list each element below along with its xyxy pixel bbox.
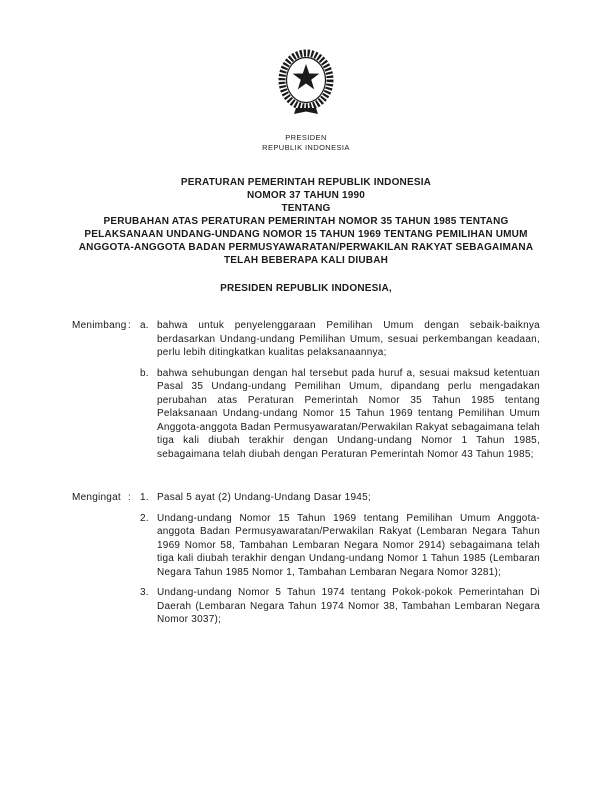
label-separator: : <box>128 492 132 503</box>
agency-line-presiden: PRESIDEN <box>285 133 327 142</box>
title-block <box>72 176 540 295</box>
item-text: Undang-undang Nomor 5 Tahun 1974 tentang Pokok-pokok Pemerintahan Di Daerah (Lembaran Negara Tahun 1974 Nomor 38, Tambahan Lembaran Negara Nomor 3037); <box>157 587 540 625</box>
considerations-item <box>72 367 540 462</box>
section-label-menimbang: Menimbang <box>72 320 127 331</box>
item-text: Undang-undang Nomor 15 Tahun 1969 tentang Pemilihan Umum Anggota-anggota Badan Permusyawaratan/Perwakilan Rakyat (Lembaran Negara Tahun 1969 Nomor 58, Tambahan Lembaran Negara Nomor 2914) sebagaimana telah tiga kali diubah terakhir dengan Undang-undang Nomor 1 Tahun 1985 (Lembaran Negara Tahun 1985 Nomor 1, Tambahan Lembaran Negara Nomor 3281); <box>157 512 540 578</box>
opening-salutation: PRESIDEN REPUBLIK INDONESIA, <box>220 283 392 294</box>
legal-basis-item <box>72 512 540 580</box>
legal-basis-item <box>72 491 540 505</box>
legal-basis-item <box>72 586 540 627</box>
agency-name <box>72 133 540 152</box>
regulation-title: PERATURAN PEMERINTAH REPUBLIK INDONESIA <box>180 177 432 188</box>
item-marker: 1. <box>140 492 149 503</box>
label-separator: : <box>128 320 132 331</box>
item-text: Pasal 5 ayat (2) Undang-Undang Dasar 1945; <box>157 492 371 503</box>
section-label-mengingat: Mengingat <box>72 492 121 503</box>
letterhead <box>72 48 540 152</box>
agency-line-republik: REPUBLIK INDONESIA <box>262 142 350 152</box>
regulation-number: NOMOR 37 TAHUN 1990 <box>246 190 366 201</box>
considerations-item <box>72 319 540 360</box>
regulation-subject: PERUBAHAN ATAS PERATURAN PEMERINTAH NOMOR 35 TAHUN 1985 TENTANG PELAKSANAAN UNDANG-UNDANG NOMOR 15 TAHUN 1969 TENTANG PEMILIHAN UMUM ANGGOTA-ANGGOTA BADAN PERMUSYAWARATAN/PERWAKILAN RAKYAT SEBAGAIMANA TELAH BEBERAPA KALI DIUBAH <box>78 216 534 266</box>
tentang-label: TENTANG <box>281 203 331 214</box>
item-marker: 3. <box>140 587 149 598</box>
item-text: bahwa untuk penyelenggaraan Pemilihan Umum dengan sebaik-baiknya berdasarkan Undang-undang Pemilihan Umum, sesuai perkembangan keadaan, perlu lebih ditingkatkan kualitas pelaksanaannya; <box>157 320 540 358</box>
item-marker: b. <box>140 367 149 379</box>
item-text: bahwa sehubungan dengan hal tersebut pada huruf a, sesuai maksud ketentuan Pasal 35 Undang-undang Pemilihan Umum, dipandang perlu mengadakan perubahan atas Peraturan Pemerintah Nomor 35 Tahun 1985 tentang Pelaksanaan Undang-undang Nomor 15 Tahun 1969 tentang Pemilihan Umum Anggota-anggota Badan Permusyawaratan/Perwakilan Rakyat sebagaimana telah tiga kali diubah terakhir dengan Undang-undang Nomor 1 Tahun 1985, sebagaimana telah diubah dengan Peraturan Pemerintah Nomor 43 Tahun 1985; <box>157 367 540 460</box>
document-body <box>72 319 540 627</box>
item-marker: a. <box>140 320 149 331</box>
item-marker: 2. <box>140 512 149 524</box>
presidential-star-emblem-icon <box>266 48 346 125</box>
